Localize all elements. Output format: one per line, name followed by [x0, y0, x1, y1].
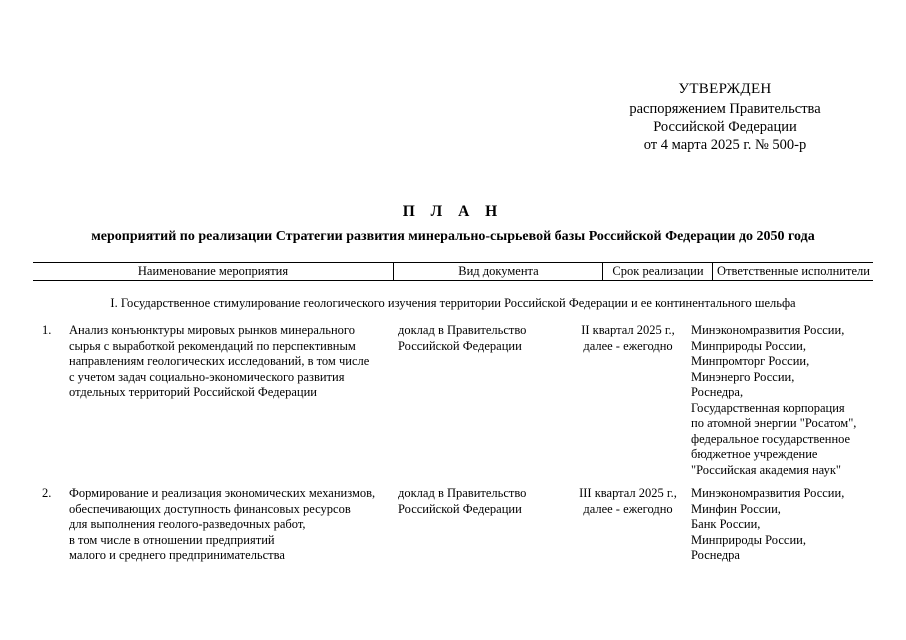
- text-line: Российской Федерации: [398, 501, 522, 516]
- text-line: Формирование и реализация экономических механизмов,: [69, 486, 376, 500]
- text-line: обеспечивающих доступность финансовых ресурсов: [69, 501, 351, 516]
- text-line: для выполнения геолого-разведочных работ,: [69, 517, 306, 531]
- text-line: Минприроды России,: [691, 532, 806, 547]
- header-responsible: Ответственные исполнители: [712, 263, 874, 280]
- row-deadline: [572, 486, 684, 517]
- row-deadline: [572, 323, 684, 354]
- header-event-name: Наименование мероприятия: [137, 264, 289, 278]
- header-document-type: Вид документа: [393, 263, 603, 280]
- plan-subtitle: мероприятий по реализации Стратегии развития минерально-сырьевой базы Российской Федерации до 2050 года: [91, 229, 815, 244]
- text-line: по атомной энергии "Росатом",: [691, 416, 857, 430]
- text-line: Банк России,: [691, 517, 761, 531]
- text-line: сырья с выработкой рекомендаций по перспективным: [69, 338, 356, 353]
- approval-block: [600, 80, 850, 154]
- text-line: бюджетное учреждение: [691, 447, 818, 461]
- text-line: отдельных территорий Российской Федерации: [69, 385, 317, 399]
- text-line: Роснедра,: [691, 385, 744, 399]
- text-line: направлениям геологических исследований, в том числе: [69, 354, 370, 368]
- text-line: Минфин России,: [691, 501, 781, 516]
- text-line: Минэкономразвития России,: [691, 323, 845, 337]
- text-line: малого и среднего предпринимательства: [69, 548, 285, 562]
- text-line: Российской Федерации: [398, 338, 522, 353]
- text-line: III квартал 2025 г.,: [579, 486, 677, 500]
- text-line: Минэкономразвития России,: [691, 486, 845, 500]
- row-event-name: [69, 323, 399, 401]
- section-title: I. Государственное стимулирование геологического изучения территории Российской Федерации и ее континентального шельфа: [110, 296, 796, 310]
- table-header: [33, 262, 873, 281]
- row-document-type: [398, 323, 558, 354]
- text-line: в том числе в отношении предприятий: [69, 532, 275, 547]
- text-line: II квартал 2025 г.,: [581, 323, 675, 337]
- row-responsible: [691, 486, 881, 564]
- text-line: с учетом задач социально-экономического развития: [69, 369, 345, 384]
- text-line: Минпромторг России,: [691, 354, 810, 368]
- row-number: 1.: [42, 323, 52, 337]
- text-line: далее - ежегодно: [583, 338, 673, 353]
- approval-line: Российской Федерации: [653, 119, 797, 135]
- text-line: Минэнерго России,: [691, 369, 795, 384]
- row-responsible: [691, 323, 881, 478]
- text-line: Государственная корпорация: [691, 400, 845, 415]
- text-line: далее - ежегодно: [583, 501, 673, 516]
- row-number: 2.: [42, 486, 52, 500]
- text-line: доклад в Правительство: [398, 486, 527, 500]
- text-line: Анализ конъюнктуры мировых рынков минерального: [69, 323, 355, 337]
- text-line: доклад в Правительство: [398, 323, 527, 337]
- row-document-type: [398, 486, 558, 517]
- text-line: Роснедра: [691, 548, 740, 562]
- text-line: "Российская академия наук": [691, 462, 842, 477]
- row-event-name: [69, 486, 399, 564]
- approval-line: распоряжением Правительства: [629, 101, 821, 117]
- approval-line: от 4 марта 2025 г. № 500-р: [643, 137, 807, 153]
- approved-label: УТВЕРЖДЕН: [678, 81, 772, 97]
- text-line: федеральное государственное: [691, 431, 851, 446]
- text-line: Минприроды России,: [691, 338, 806, 353]
- plan-title: П Л А Н: [402, 203, 504, 220]
- header-deadline: Срок реализации: [602, 263, 713, 280]
